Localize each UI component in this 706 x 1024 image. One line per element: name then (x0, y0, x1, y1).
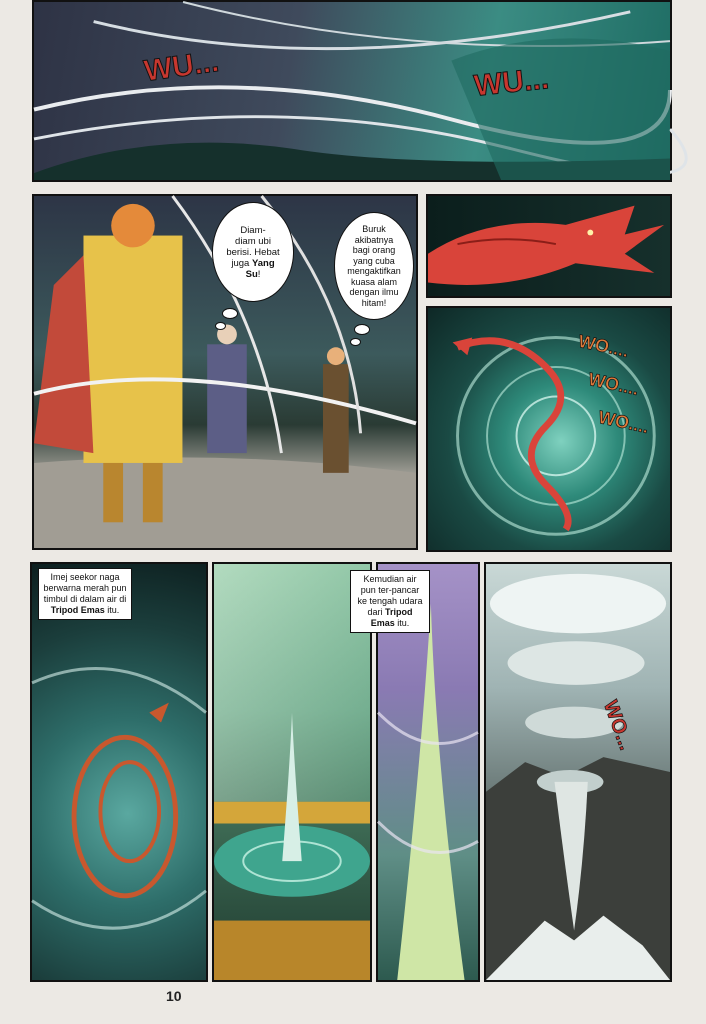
bubble-left-end: ! (257, 268, 261, 280)
caption-spout-text: Kemudian air pun ter-pancar ke tengah udara dari (357, 574, 423, 617)
sfx-wu-1: WU... (141, 44, 221, 89)
sfx-wo-3: WO.... (596, 406, 651, 438)
panel-tripod-bowl (212, 562, 372, 982)
sky-wind-art (34, 2, 670, 180)
bubble-left-name: Yang Su (245, 257, 275, 280)
caption-dragon-tripod: Tripod Emas (50, 605, 105, 615)
thought-dot (350, 338, 361, 346)
thought-dot (222, 308, 238, 319)
speech-bubble-left (212, 202, 294, 302)
panel-tornado (484, 562, 672, 982)
caption-water-spout (350, 570, 430, 633)
sfx-wo-1: WO.... (576, 330, 631, 362)
dragon-head-art (428, 196, 670, 296)
sfx-wo-2: WO.... (586, 368, 641, 400)
panel-sky (32, 0, 672, 182)
panel-dragon-circle (30, 562, 208, 982)
sfx-wu-2: WU... (472, 62, 551, 103)
caption-dragon-end: itu. (104, 605, 120, 615)
panel-dragon-whirlpool (426, 306, 672, 552)
thought-dot (354, 324, 370, 335)
thought-dot (215, 322, 226, 330)
page-number: 10 (166, 988, 182, 1004)
sfx-wo-tornado: WO... (598, 697, 638, 754)
panel-water-spire (357, 562, 480, 982)
caption-dragon-text: Imej seekor naga berwarna merah pun timbul di dalam air di (43, 572, 127, 604)
caption-dragon-image (38, 568, 132, 620)
speech-bubble-right: Buruk akibatnya bagi orang yang cuba mengaktifkan kuasa alam dengan ilmu hitam! (334, 212, 414, 320)
caption-spout-tripod: Tripod Emas (370, 607, 413, 628)
panel-dragon-head (426, 194, 672, 298)
bubble-left-text: Diam- diam ubi berisi. Hebat juga (226, 224, 280, 269)
tripod-bowl-art (214, 564, 370, 980)
dragon-circle-art (32, 564, 206, 980)
panel-characters (32, 194, 418, 550)
caption-spout-end: itu. (394, 618, 410, 628)
tornado-art (486, 564, 670, 980)
